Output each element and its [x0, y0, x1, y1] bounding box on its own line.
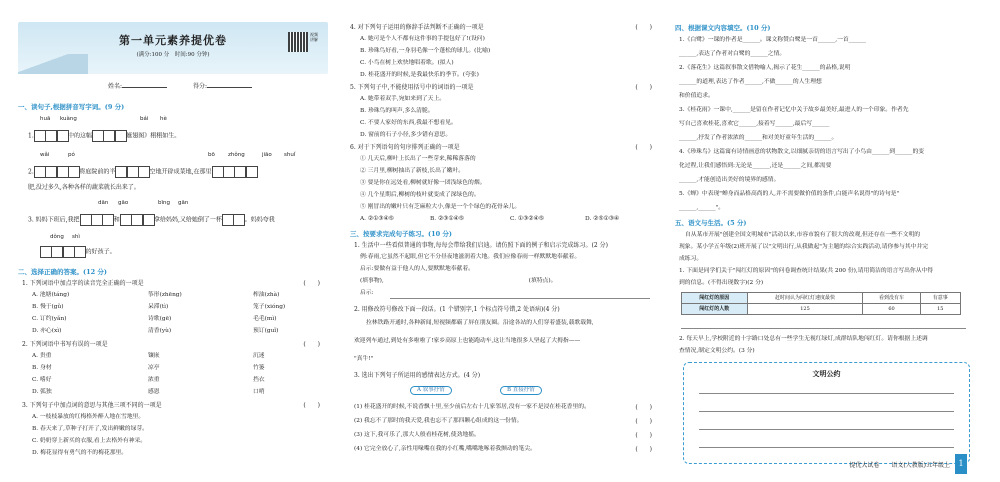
exam-header	[18, 22, 328, 74]
char-box[interactable]	[51, 246, 63, 258]
option[interactable]: D. 梅花显得有勇气的不的梅花那里。	[32, 450, 128, 456]
fill-line[interactable]: ______,才能创造出美好的境界的感情。	[679, 177, 780, 183]
fill-line[interactable]: ______,______"。	[679, 205, 725, 211]
paragraph: 现象。某小学五年级(2)班开展了以"文明出行,从我做起"为主题的综合实践活动,请你参与其中并完	[679, 244, 929, 250]
char-box[interactable]	[40, 246, 52, 258]
char-box[interactable]	[91, 214, 103, 226]
pinyin: kuàng	[60, 116, 77, 122]
section-4-title: 四、根据课文内容填空。(10 分)	[675, 24, 771, 32]
fill-line[interactable]: ______,抒发了作者浓浓的______和对美好童年生活的______。	[679, 135, 838, 141]
char-box[interactable]	[63, 246, 75, 258]
char-box[interactable]	[138, 166, 150, 178]
badge-a: A 叙事抒情	[410, 386, 452, 395]
table-cell: 闯红灯的原因	[682, 293, 748, 304]
s2-q1: 1. 下列词语中加点字的读音完全正确的一项是	[22, 280, 144, 287]
fill-line[interactable]: 2.《落花生》这篇叙事散文借物喻人,揭示了花生______的品格,说明	[679, 65, 851, 71]
s5-q1: 1. 下面是同学们关于"闯红灯的原因"的问卷调查统计结果(共 200 份),请用简洁的语言写出你从中得	[679, 268, 934, 274]
option[interactable]: A. 她带着双手,宛如来到了天上。	[360, 96, 446, 102]
option[interactable]: A. 她可是个人不都有这件事的手提包好了!(设问)	[360, 36, 485, 42]
option: 毛毛(mì)	[253, 316, 277, 322]
table-cell: 60	[863, 304, 920, 315]
table-cell: 有意事	[920, 293, 960, 304]
char-box[interactable]	[143, 214, 155, 226]
option[interactable]: A. 贵重	[32, 353, 52, 359]
option[interactable]: B. 慢于(gǔ)	[32, 304, 64, 310]
char-box[interactable]	[131, 214, 143, 226]
s5-q1: 到的信息。(不得出现数字)(2 分)	[679, 280, 764, 286]
char-box[interactable]	[45, 166, 57, 178]
option: 诗歌(gē)	[148, 316, 172, 322]
option: 镶嵌	[148, 353, 160, 359]
pinyin: gān	[178, 200, 189, 206]
pinyin: bō	[208, 152, 215, 158]
q4: 4. 对下列句子运用的修辞手法判断不正确的一项是	[350, 24, 484, 31]
answer-paren[interactable]: ( )	[635, 446, 652, 453]
passage[interactable]: 拉林铁路开通时,各种新闻,短视频都霸了屏在朋友圈。沿途各站的人们穿着盛装,载歌载舞,	[366, 320, 594, 326]
char-box[interactable]	[115, 130, 127, 142]
pinyin: shuǐ	[284, 152, 296, 158]
char-box[interactable]	[212, 166, 224, 178]
section-2-title: 二、选择正确的答案。(12 分)	[18, 268, 107, 276]
answer-paren[interactable]: ( )	[635, 24, 652, 31]
exam-title: 第一单元素养提优卷	[119, 34, 227, 47]
s1-q2-cont: 肥,没过多久,各种各样的蔬菜就长出来了。	[28, 184, 140, 191]
sentence: (4) 它完全放心了,亲性用喙嘴在我的小红嘴,嘴嘴地啄着我颤动的笔尖。	[354, 446, 536, 452]
sentence: ② 三月里,柳树抽出了新枝,长出了嫩叶。	[360, 168, 465, 174]
option[interactable]: C. 订约(yǎn)	[32, 316, 67, 322]
answer-line[interactable]	[390, 298, 650, 299]
option[interactable]: D. ②⑤①③④	[585, 216, 620, 222]
exam-subtitle: (满分:100 分 时间:90 分钟)	[136, 52, 210, 58]
pinyin: dān	[98, 200, 109, 206]
char-box[interactable]	[222, 214, 234, 226]
column-middle	[350, 0, 660, 482]
fill-line[interactable]: 启示:	[360, 290, 374, 296]
table-cell: 赶时间认为闯红灯速度最快	[747, 293, 863, 304]
pinyin: bái	[140, 116, 149, 122]
pact-title: 文明公约	[812, 369, 841, 378]
pinyin: shì	[72, 234, 80, 240]
pinyin: zhǒng	[228, 152, 245, 158]
pinyin: dǒng	[50, 234, 64, 240]
option[interactable]: C. 不要人家好的东西,我最不想看见。	[360, 120, 457, 126]
example-hint: 启示:要做有益于他人的人,要默默地奉献着。	[360, 266, 474, 272]
answer-line[interactable]	[699, 411, 954, 412]
paragraph: 成练习。	[679, 256, 703, 262]
answer-paren[interactable]: ( )	[635, 432, 652, 439]
example: 例:春雨,它虽然不起眼,但它不分昼夜地滋润着大地。我们应像春雨一样默默地奉献着。	[360, 254, 581, 260]
s3-q3: 3. 选出下列句子所运用的感情表达方式。(4 分)	[354, 372, 481, 379]
column-left	[18, 0, 328, 482]
fill-line[interactable]: 写自己喜欢桂花,喜欢它______,接着写______,最后写______	[679, 121, 830, 127]
option: 呆滞(tì)	[148, 304, 169, 310]
answer-line[interactable]	[699, 447, 954, 448]
option: 沉迷	[253, 353, 265, 359]
option[interactable]: D. 亦心(xì)	[32, 328, 62, 334]
answer-line[interactable]	[699, 429, 954, 430]
s3-q2: 2. 用修改符号修改下面一段话。(1 个错别字,1 个标点符号错,2 处语病)(4 分)	[354, 306, 560, 313]
option[interactable]: D. 窗前的石子小径,多少错有意思。	[360, 132, 452, 138]
option: 榨油(zhà)	[253, 292, 280, 298]
s1-q3: 3. 妈妈下班后,我把 和 拿给妈妈,又给她倒了一杯 。妈妈夸我	[28, 214, 275, 226]
char-box[interactable]	[57, 130, 69, 142]
option[interactable]: A. 池塘(táng)	[32, 292, 70, 298]
badge-b: B 直接抒情	[500, 386, 542, 395]
answer-line[interactable]	[699, 393, 954, 394]
sentence: ④ 几个星期后,柳树的枝叶就变成了深绿色的。	[360, 192, 480, 198]
answer-paren[interactable]: ( )	[303, 341, 320, 348]
pinyin: pó	[68, 152, 75, 158]
q5: 5. 下列句子中,不能使用括号中的词语的一项是	[350, 84, 474, 91]
answer-paren[interactable]: ( )	[635, 84, 652, 91]
pinyin: hè	[160, 116, 167, 122]
char-box[interactable]	[234, 166, 246, 178]
answer-paren[interactable]: ( )	[635, 404, 652, 411]
option: 笼子(xióng)	[253, 304, 286, 310]
char-box[interactable]	[127, 166, 139, 178]
column-right	[675, 0, 975, 482]
sentence: ⑤ 刚冒出的嫩叶只有芝麻粒大小,像是一个个绿色的花骨朵儿。	[360, 204, 521, 210]
fill-line: 5.《蝉》中表现"蝉身而品格高尚的人,并不需要做价值的条件,白能声名说得"的诗句是"	[679, 191, 900, 197]
passage[interactable]: 欢迎列车通过,到处有多啦啦了!家乡高原上也能跑动车,这让当地很多人坚起了大拇指——	[354, 338, 581, 344]
pinyin: gāo	[118, 200, 129, 206]
char-box[interactable]	[80, 214, 92, 226]
table-cell: 看到没有车	[863, 293, 920, 304]
qr-caption: 视频讲解	[310, 32, 318, 43]
fill-line[interactable]: ______,表达了作者对白鹭的______之情。	[679, 51, 786, 57]
option: 筝形(zhēng)	[148, 292, 182, 298]
table-cell: 15	[920, 304, 960, 315]
sentence: ① 几天后,柳叶上长出了一些芽来,稀稀落落的	[360, 156, 476, 162]
s1-q2: 2. 将庭院前的半 空地开辟成菜地,在那里	[28, 166, 257, 178]
option[interactable]: B. 珍珠鸟好看,一身羽毛像一个蓬松的球儿。(比喻)	[360, 48, 491, 54]
s2-q3: 3. 下列句子中加点词的意思与其他三项不同的一项是	[22, 402, 162, 409]
pinyin: jiāo	[262, 152, 272, 158]
section-5-title: 五、语文与生活。(5 分)	[675, 219, 747, 227]
civility-pact-box[interactable]	[683, 362, 970, 464]
score-field[interactable]: 得分:	[193, 83, 252, 91]
option[interactable]: C. 奶奶穿上新买的衣服,看上去格外有神采。	[32, 438, 147, 444]
option: 感恩	[148, 389, 160, 395]
option[interactable]: A. ②①③④⑤	[360, 216, 394, 222]
option[interactable]: B. 珍珠鸟的叫声,多么清脆。	[360, 108, 434, 114]
option[interactable]: C. 嗜好	[32, 377, 52, 383]
table-cell: 125	[747, 304, 863, 315]
fill-line[interactable]: 3.《桂花雨》一课中,______是留在作者记忆中关于故乡最美好,最进人的一个印象。作者先	[679, 107, 909, 113]
option[interactable]: B. 春天来了,草种子打开了,发出鲜嫩的绿芽。	[32, 426, 148, 432]
sentence: (2) 我忘不了那时的我天爱,我也忘不了那四颗心组成的这一份情。	[354, 418, 523, 424]
fill-line[interactable]: 1.《白鹭》一课的作者是______。课文称赞白鹭是一首______,一首______	[679, 37, 867, 43]
option[interactable]: C. ①③②④⑤	[510, 216, 544, 222]
pinyin: huā	[40, 116, 51, 122]
mountain-decoration	[18, 54, 88, 74]
option: 挡衣	[253, 377, 265, 383]
option[interactable]: B. ②③①④⑤	[430, 216, 464, 222]
char-box[interactable]	[102, 214, 114, 226]
char-box[interactable]	[120, 214, 132, 226]
s2-q2: 2. 下列词语中书写有误的一项是	[22, 341, 108, 348]
char-box[interactable]	[103, 130, 115, 142]
option: 清香(yù)	[148, 328, 172, 334]
answer-paren[interactable]: ( )	[635, 144, 652, 151]
qr-code-icon[interactable]	[288, 32, 308, 52]
footer-text: 提优大试卷 语文(人教版)五年级上	[849, 461, 950, 469]
s1-q1: 1. 中的这幅 蜒翅图》栩栩如生。	[28, 130, 180, 142]
option: 凉亭	[148, 365, 160, 371]
fill-line[interactable]: ______的道理,表达了作者______,不做______的人生理想	[679, 79, 822, 85]
option[interactable]: D. 弧独	[32, 389, 52, 395]
option[interactable]: A. 一枝枝暴放的红梅格外醉人地在雪地里。	[32, 414, 145, 420]
char-box[interactable]	[246, 166, 258, 178]
char-box[interactable]	[74, 246, 86, 258]
answer-paren[interactable]: ( )	[635, 418, 652, 425]
char-box[interactable]	[34, 166, 46, 178]
fill-line[interactable]: (填事物), (填特点)。	[360, 278, 557, 284]
char-box[interactable]	[92, 130, 104, 142]
survey-table	[681, 292, 961, 315]
s3-q1: 1. 生活中一些看似普通的事物,每每会带给我们启迪。请仿照下面的例子和启示完成练习。(2 分)	[354, 242, 608, 249]
option[interactable]: C. 小鸟在树上欢快地唱着歌。(拟人)	[360, 60, 454, 66]
option[interactable]: D. 桂花盛开的时候,是我最快乐的季节。(夸张)	[360, 72, 479, 78]
sentence: (1) 桂花盛开的时候,不说香飘十里,至少前后左右十几家邻居,没有一家不是浸在桂花香里的。	[354, 404, 590, 410]
sentence: ③ 要是你在远处看,柳树就好像一团浅绿色的烟。	[360, 180, 486, 186]
fill-line[interactable]: 化过程,让我们感悟到:无论是______,还是______之间,都需要	[679, 163, 832, 169]
fill-line[interactable]: 4.《珍珠鸟》这篇寓有诗情画意的状物散文,以细腻亲切的语言写出了小鸟由______到______的变	[679, 149, 925, 155]
section-3-title: 三、按要求完成句子练习。(10 分)	[350, 230, 452, 238]
table-cell: 闯红灯的人数	[682, 304, 748, 315]
q6: 6. 对于下列语句的句序排列正确的一项是	[350, 144, 460, 151]
char-box[interactable]	[57, 166, 69, 178]
s5-q2: 查情况,制定文明公约。(3 分)	[679, 348, 755, 354]
pinyin: bīng	[158, 200, 170, 206]
option: 口哨	[253, 389, 265, 395]
option[interactable]: B. 身材	[32, 365, 52, 371]
answer-paren[interactable]: ( )	[303, 280, 320, 287]
option: 预订(guǐ)	[253, 328, 279, 334]
fill-line: 和价值追求。	[679, 93, 714, 99]
char-box[interactable]	[233, 214, 245, 226]
page-number: 1	[955, 454, 967, 474]
option: 浓重	[148, 377, 160, 383]
char-box[interactable]	[115, 166, 127, 178]
pinyin: wǎi	[40, 152, 50, 158]
passage[interactable]: "真牛!"	[354, 356, 374, 362]
answer-line[interactable]	[681, 328, 966, 329]
char-box[interactable]	[34, 130, 46, 142]
char-box[interactable]	[223, 166, 235, 178]
sentence: (3) 这下,我可乐了,那大人般看桂花树,使劲地摇。	[354, 432, 480, 438]
s5-q2: 2. 每天早上,学校附近的十字路口处总有一些学生无视红绿灯,成群结队地闯红灯。请你根据上述调	[679, 336, 928, 342]
answer-paren[interactable]: ( )	[303, 402, 320, 409]
name-field[interactable]: 姓名:	[108, 83, 167, 91]
char-box[interactable]	[45, 130, 57, 142]
section-1-title: 一、读句子,根据拼音写字词。(9 分)	[18, 103, 125, 111]
paragraph: 自从某市开展"创建全国文明城市"活动以来,市容市貌有了很大的改观,但还存在一些不文明的	[685, 232, 921, 238]
s1-q4: 的好孩子。	[40, 246, 116, 258]
option: 竹篓	[253, 365, 265, 371]
